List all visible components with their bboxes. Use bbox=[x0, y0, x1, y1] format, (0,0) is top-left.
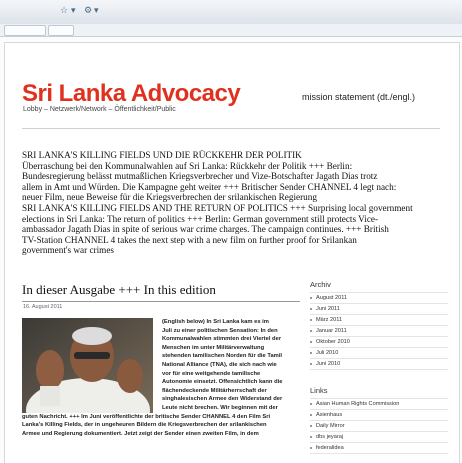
intro-line: SRI LANKA'S KILLING FIELDS AND THE RETURN OF POLITICS +++ Surprising local government bbox=[22, 202, 413, 213]
post-line: National Alliance (TNA), die sich nach wie bbox=[162, 361, 277, 368]
header-divider bbox=[22, 128, 440, 129]
post-line: singhalesischen Armee den Widerstand der bbox=[162, 396, 283, 403]
post-line: flächendeckende Militärherrschaft der bbox=[162, 387, 267, 394]
intro-line: SRI LANKA'S KILLING FIELDS UND DIE RÜCKKEHR DER POLITIK bbox=[22, 150, 302, 160]
browser-tab-strip bbox=[0, 24, 462, 37]
post-line: Leute nicht brechen. Wir beginnen mit der bbox=[162, 404, 278, 411]
tools-icon[interactable]: ⚙ bbox=[84, 6, 93, 16]
mission-statement-link[interactable]: mission statement (dt./engl.) bbox=[302, 92, 416, 102]
post-line: Autonomie einsetzt. Offensichtlich kann die bbox=[162, 379, 283, 386]
link-asienhaus[interactable]: Asienhaus bbox=[310, 410, 448, 421]
intro-line: TV-Station CHANNEL 4 takes the next step with a new film on further proof for Srilankan bbox=[22, 234, 357, 245]
link-daily-mirror[interactable]: Daily Mirror bbox=[310, 421, 448, 432]
post-line: vor für eine weitgehende tamilische bbox=[162, 370, 261, 377]
post-line: (English below) In Sri Lanka kam es im bbox=[162, 319, 269, 325]
post-body bbox=[22, 318, 300, 438]
intro-line: ambassador Jagath Dias in spite of serious war crime charges. The campaign continues. +++ British bbox=[22, 224, 389, 235]
site-title[interactable]: Sri Lanka Advocacy bbox=[22, 80, 241, 107]
archive-item-juni-2010[interactable]: Juni 2010 bbox=[310, 359, 448, 370]
post-line: stehenden tamilischen Norden für die Tamil bbox=[162, 353, 283, 360]
archive-item-januar-2011[interactable]: Januar 2011 bbox=[310, 326, 448, 337]
site-tagline: Lobby – Netzwerk/Network – Öffentlichkeit/Public bbox=[23, 106, 176, 113]
post-line: guten Nachricht. +++ Im Juni veröffentlichte der britische Sender CHANNEL 4 den Film Sri bbox=[22, 413, 271, 420]
intro-line: neuer Film, neue Beweise für die Kriegsverbrechen der srilankischen Regierung bbox=[22, 192, 317, 203]
links-heading: Links bbox=[310, 386, 328, 395]
link-dbs-jeyaraj[interactable]: dbs jeyaraj bbox=[310, 432, 448, 443]
link-asian-human-rights-commission[interactable]: Asian Human Rights Commission bbox=[310, 398, 448, 410]
feed-icon[interactable]: ▾ bbox=[71, 6, 76, 16]
archive-item-maerz-2011[interactable]: März 2011 bbox=[310, 315, 448, 326]
post-title[interactable]: In dieser Ausgabe +++ In this edition bbox=[22, 282, 300, 302]
star-icon[interactable]: ☆ bbox=[60, 6, 69, 16]
post-date: 16. August 2011 bbox=[23, 304, 63, 310]
chevron-down-icon[interactable]: ▾ bbox=[94, 6, 99, 16]
browser-tab[interactable] bbox=[4, 25, 46, 36]
archive-heading: Archiv bbox=[310, 280, 331, 289]
archive-list bbox=[310, 292, 448, 370]
archive-item-august-2011[interactable]: August 2011 bbox=[310, 292, 448, 304]
intro-line: allem in Amt und Würden. Die Kampagne geht weiter +++ Britischer Sender CHANNEL 4 legt nach: bbox=[22, 181, 397, 192]
link-federalidea[interactable]: federalidea bbox=[310, 443, 448, 454]
archive-item-juli-2010[interactable]: Juli 2010 bbox=[310, 348, 448, 359]
post-line: Juli zu einer politischen Sensation: In den bbox=[162, 327, 278, 334]
links-list bbox=[310, 398, 448, 454]
post-line: Lanka's Killing Fields, der in ungeheuren Bildern die Kriegsverbrechen der srilankischen bbox=[22, 422, 267, 429]
intro-line: government's war crimes bbox=[22, 245, 114, 256]
browser-tab[interactable] bbox=[48, 25, 74, 36]
archive-item-oktober-2010[interactable]: Oktober 2010 bbox=[310, 337, 448, 348]
browser-toolbar bbox=[0, 0, 462, 25]
intro-line: Überraschung bei den Kommunalwahlen auf Sri Lanka: Rückkehr der Politik +++ Berlin: bbox=[22, 160, 353, 171]
post-line: Kommunalwahlen stimmten drei Viertel der bbox=[162, 336, 282, 343]
post-line: Menschen im unter Militärverwaltung bbox=[162, 344, 265, 351]
intro-summary bbox=[22, 150, 447, 256]
post-line: Armee und Regierung dokumentiert. Jetzt zeigt der Sender einen zweiten Film, in dem bbox=[22, 430, 259, 437]
intro-line: Bundesregierung belässt mutmaßlichen Kriegsverbrecher und Vize-Botschafter Jagath Dias trotz bbox=[22, 171, 378, 182]
archive-item-juni-2011[interactable]: Juni 2011 bbox=[310, 304, 448, 315]
intro-line: elections in Sri Lanka: The return of politics +++ Berlin: German government still protects Vice- bbox=[22, 213, 379, 224]
